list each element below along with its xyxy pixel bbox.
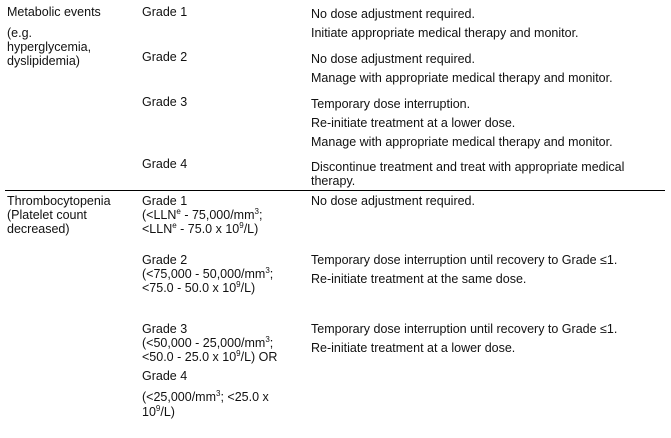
range-superscript: 9: [155, 404, 161, 413]
grade-label: Grade 4: [142, 369, 188, 383]
grade-range: [142, 350, 277, 364]
range-superscript: 9: [236, 280, 241, 289]
range-text: <50.0 - 25.0 x 10: [142, 350, 237, 364]
range-text: /L): [160, 405, 175, 419]
grade-range: [142, 405, 175, 419]
grade-label: Grade 2: [142, 50, 188, 64]
event-example: (e.g.: [7, 26, 33, 40]
grade-label: Grade 1: [142, 5, 188, 19]
grade-range: [142, 208, 262, 222]
range-text: ;: [269, 267, 274, 281]
range-text: ; <25.0 x: [220, 390, 269, 404]
grade-label: Grade 3: [142, 95, 188, 109]
action-text: Manage with appropriate medical therapy and monitor.: [311, 71, 613, 85]
event-example: dyslipidemia): [7, 54, 80, 68]
action-text: Temporary dose interruption.: [311, 97, 471, 111]
action-text: Temporary dose interruption until recovery to Grade ≤1.: [311, 253, 618, 267]
event-name: Thrombocytopenia: [7, 194, 111, 208]
grade-label: Grade 3: [142, 322, 188, 336]
range-superscript: 9: [236, 349, 241, 358]
action-text: Re-initiate treatment at a lower dose.: [311, 341, 516, 355]
grade-range: [142, 222, 258, 236]
action-text: Re-initiate treatment at a lower dose.: [311, 116, 516, 130]
range-text: - 75.0 x 10: [176, 222, 240, 236]
range-text: - 75,000/mm: [180, 208, 255, 222]
grade-label: Grade 4: [142, 157, 188, 171]
range-superscript: 3: [265, 335, 270, 344]
action-text: No dose adjustment required.: [311, 7, 475, 21]
action-text: No dose adjustment required.: [311, 52, 475, 66]
range-text: ;: [269, 336, 274, 350]
range-text: 10: [142, 405, 156, 419]
range-text: <LLN: [142, 222, 173, 236]
range-text: <75.0 - 50.0 x 10: [142, 281, 237, 295]
action-text: Discontinue treatment and treat with appropriate medical: [311, 160, 625, 174]
action-text: Manage with appropriate medical therapy and monitor.: [311, 135, 613, 149]
grade-range: [142, 267, 273, 281]
range-text: /L): [240, 281, 256, 295]
action-text: No dose adjustment required.: [311, 194, 475, 208]
range-text: /L): [243, 222, 259, 236]
action-text: Re-initiate treatment at the same dose.: [311, 272, 527, 286]
range-text: /L) OR: [240, 350, 278, 364]
range-text: (<75,000 - 50,000/mm: [142, 267, 266, 281]
range-superscript: 3: [254, 207, 259, 216]
range-superscript: 9: [239, 221, 244, 230]
action-text: Temporary dose interruption until recovery to Grade ≤1.: [311, 322, 618, 336]
event-description: (Platelet count: [7, 208, 87, 222]
range-superscript: e: [176, 207, 181, 216]
grade-range: [142, 336, 273, 350]
grade-label: Grade 2: [142, 253, 188, 267]
range-text: (<50,000 - 25,000/mm: [142, 336, 266, 350]
range-superscript: 3: [216, 389, 221, 398]
grade-label: Grade 1: [142, 194, 188, 208]
range-superscript: e: [172, 221, 177, 230]
grade-range: [142, 281, 255, 295]
action-text: Initiate appropriate medical therapy and monitor.: [311, 26, 579, 40]
event-name: Metabolic events: [7, 5, 101, 19]
range-superscript: 3: [265, 266, 270, 275]
range-text: (<25,000/mm: [142, 390, 216, 404]
action-text: therapy.: [311, 174, 356, 188]
grade-range: [142, 390, 269, 404]
event-example: hyperglycemia,: [7, 40, 92, 54]
row-divider: [5, 190, 665, 191]
range-text: (<LLN: [142, 208, 177, 222]
event-description: decreased): [7, 222, 70, 236]
range-text: ;: [258, 208, 263, 222]
